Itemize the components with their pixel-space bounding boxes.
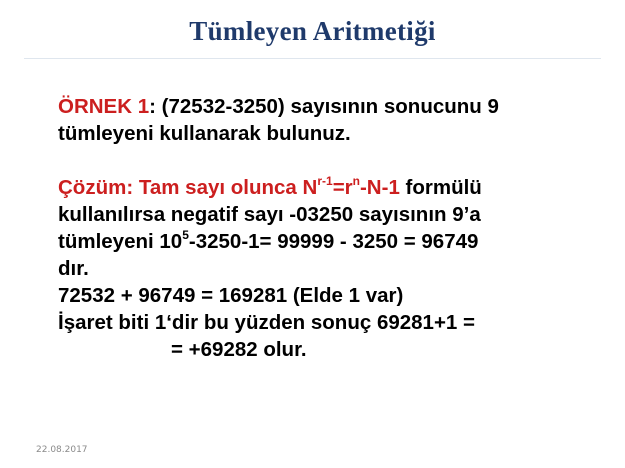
example-label: ÖRNEK 1 [58,95,150,118]
formula-tail: -N-1 [359,176,400,199]
title-divider [24,58,601,59]
solution-text-1: formülü [399,176,482,199]
solution-line-5: 72532 + 96749 = 169281 (Elde 1 var) [58,284,404,307]
example-line-1 [58,93,603,120]
formula-eq: =r [332,176,353,199]
slide-content [58,93,603,363]
formula-sup-1: r-1 [317,174,333,189]
solution-prefix: Çözüm: Tam sayı olunca [58,176,303,199]
formula-sup-2: n [352,174,360,189]
example-line-2: tümleyeni kullanarak bulunuz. [58,122,351,145]
solution-line-4: dır. [58,257,89,280]
formula-n: N [302,176,318,199]
solution-line-2: kullanılırsa negatif sayı -03250 sayısının 9’a [58,203,481,226]
spacer [58,147,603,174]
slide-date: 22.08.2017 [36,445,88,455]
example-text-1: : (72532-3250) sayısının sonucunu 9 [149,95,499,118]
solution-heading [58,176,400,199]
solution-line-3 [58,228,603,255]
solution-line-1 [58,174,603,201]
solution-text-3b: -3250-1= 99999 - 3250 = 96749 [188,230,479,253]
power-sup: 5 [182,228,189,243]
solution-line-7: = +69282 olur. [171,338,307,361]
page-title: Tümleyen Aritmetiği [189,16,436,46]
solution-text-3a: tümleyeni 10 [58,230,183,253]
solution-line-6: İşaret biti 1‘dir bu yüzden sonuç 69281+1 = [58,311,475,334]
